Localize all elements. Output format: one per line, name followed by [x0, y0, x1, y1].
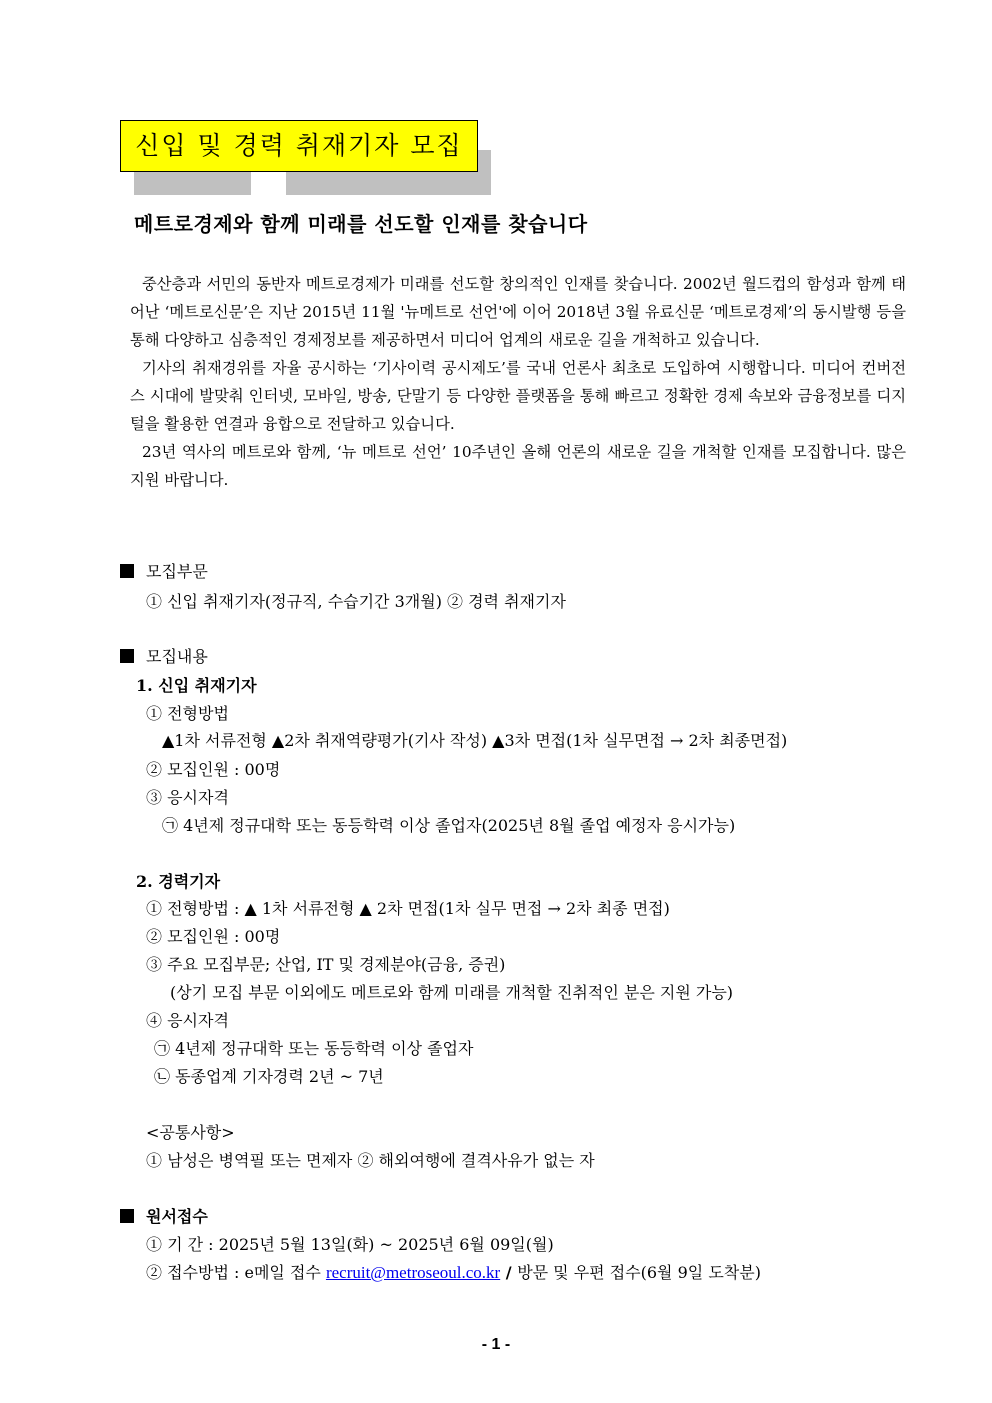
title-shadow-left: [134, 172, 251, 195]
career-qual-2: ㉡ 동종업계 기자경력 2년 ~ 7년: [154, 1067, 384, 1086]
page-number: - 1 -: [481, 1336, 511, 1353]
section-heading-text: 모집부문: [146, 562, 208, 581]
section-heading-content: [120, 645, 208, 669]
intro-paragraph: 기사의 취재경위를 자율 공시하는 ‘기사이력 공시제도’를 국내 언론사 최초로 도입하여 시행합니다. 미디어 컨버전스 시대에 발맞춰 인터넷, 모바일, 방송, 단말기 등 다양한 플랫폼을 통해 빠르고 정확한 경제 속보와 금융정보를 디지털을 활용한 연결과 융합으로 전달하고 있습니다.: [130, 359, 906, 433]
career-fields-note: (상기 모집 부문 이외에도 메트로와 함께 미래를 개척할 진취적인 분은 지원 가능): [170, 983, 734, 1002]
newbie-count: ② 모집인원 : 00명: [146, 760, 281, 779]
newbie-method-detail: ▲1차 서류전형 ▲2차 취재역량평가(기사 작성) ▲3차 면접(1차 실무면접 → 2차 최종면접): [162, 731, 788, 750]
career-title: 2. 경력기자: [136, 872, 221, 891]
application-period: ① 기 간 : 2025년 5월 13일(화) ~ 2025년 6월 09일(월): [146, 1235, 554, 1254]
page-subtitle: 메트로경제와 함께 미래를 선도할 인재를 찾습니다: [134, 212, 588, 236]
career-count: ② 모집인원 : 00명: [146, 927, 281, 946]
career-fields: ③ 주요 모집부문; 산업, IT 및 경제분야(금융, 증권): [146, 955, 506, 974]
intro-paragraph: 23년 역사의 메트로와 함께, ‘뉴 메트로 선언’ 10주년인 올해 언론의 새로운 길을 개척할 인재를 모집합니다. 많은 지원 바랍니다.: [130, 443, 906, 489]
common-title: <공통사항>: [146, 1123, 235, 1142]
application-method: [146, 1261, 761, 1285]
section-heading-application: [120, 1205, 208, 1229]
application-method-prefix: ② 접수방법 : e메일 접수: [146, 1263, 326, 1282]
intro-paragraph: 중산층과 서민의 동반자 메트로경제가 미래를 선도할 창의적인 인재를 찾습니다. 2002년 월드컵의 함성과 함께 태어난 ‘메트로신문’은 지난 2015년 11월 '뉴메트로 선언'에 이어 2018년 3월 유료신문 ‘메트로경제’의 동시발행 등을 통해 다양하고 심층적인 경제정보를 제공하면서 미디어 업계의 새로운 길을 개척하고 있습니다.: [130, 275, 906, 349]
square-bullet-icon: [120, 1209, 134, 1223]
newbie-qual-label: ③ 응시자격: [146, 788, 229, 807]
career-qual-1: ㉠ 4년제 정규대학 또는 동등학력 이상 졸업자: [154, 1039, 474, 1058]
newbie-title: 1. 신입 취재기자: [136, 676, 257, 695]
newbie-method-label: ① 전형방법: [146, 704, 229, 723]
common-line: ① 남성은 병역필 또는 면제자 ② 해외여행에 결격사유가 없는 자: [146, 1151, 595, 1170]
section-heading-text: 원서접수: [146, 1207, 208, 1226]
career-method: ① 전형방법 : ▲ 1차 서류전형 ▲ 2차 면접(1차 실무 면접 → 2차 최종 면접): [146, 899, 670, 918]
intro-text: [130, 270, 906, 494]
division-line: ① 신입 취재기자(정규직, 수습기간 3개월) ② 경력 취재기자: [146, 592, 566, 611]
section-heading-division: [120, 560, 208, 584]
career-qual-label: ④ 응시자격: [146, 1011, 229, 1030]
separator-text: /: [500, 1263, 518, 1282]
newbie-qual-detail: ㉠ 4년제 정규대학 또는 동등학력 이상 졸업자(2025년 8월 졸업 예정자 응시가능): [162, 816, 736, 835]
page-title: 신입 및 경력 취재기자 모집: [120, 120, 478, 172]
email-link[interactable]: recruit@metroseoul.co.kr: [325, 1263, 501, 1282]
square-bullet-icon: [120, 564, 134, 578]
title-shadow-side: [478, 150, 491, 195]
application-method-suffix: 방문 및 우편 접수(6월 9일 도착분): [517, 1263, 761, 1282]
square-bullet-icon: [120, 649, 134, 663]
section-heading-text: 모집내용: [146, 647, 208, 666]
title-shadow-right: [286, 172, 491, 195]
